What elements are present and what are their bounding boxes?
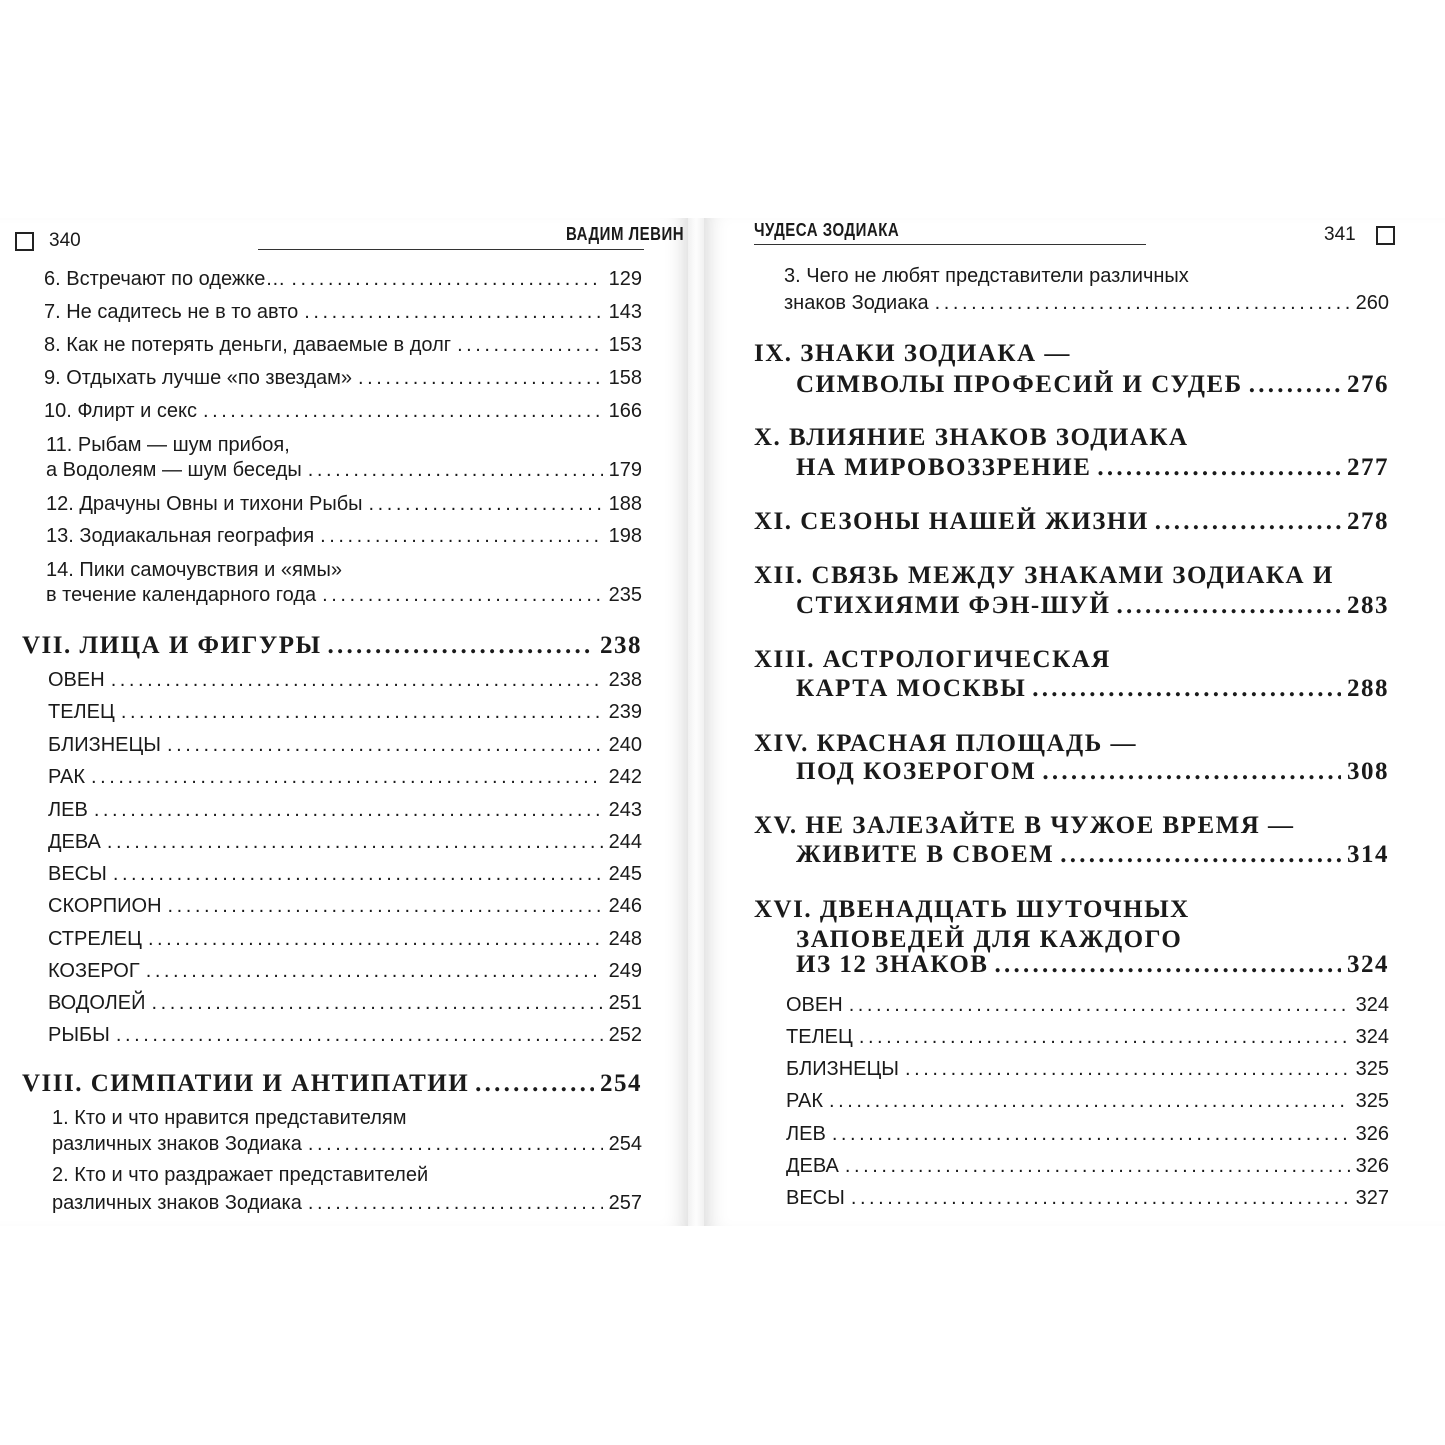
dot-leader — [113, 863, 603, 886]
toc-entry-title: ВЕСЫ — [48, 863, 107, 885]
toc-entry-page: 198 — [608, 525, 642, 547]
toc-entry-title: ОВЕН — [48, 669, 105, 691]
toc-entry-title: КОЗЕРОГ — [48, 960, 140, 982]
dot-leader — [358, 367, 603, 390]
chapter-page: 277 — [1347, 454, 1389, 481]
dot-leader — [851, 1187, 1350, 1210]
dot-leader — [148, 928, 603, 951]
toc-entry-page: 249 — [608, 960, 642, 982]
toc-entry-page: 251 — [608, 992, 642, 1014]
dot-leader — [845, 1155, 1350, 1178]
toc-entry-title: а Водолеям — шум беседы — [46, 459, 302, 481]
chapter-heading — [796, 675, 1389, 703]
dot-leader — [320, 525, 602, 548]
chapter-page: 324 — [1347, 951, 1389, 978]
dot-leader — [994, 951, 1341, 979]
toc-entry-page: 238 — [608, 669, 642, 691]
toc-entry-line: 3. Чего не любят представители различных — [784, 265, 1189, 287]
toc-entry — [48, 831, 642, 854]
dot-leader — [1155, 508, 1341, 536]
toc-entry-page: 243 — [608, 799, 642, 821]
toc-entry-page: 239 — [608, 701, 642, 723]
toc-entry — [52, 1192, 642, 1215]
toc-entry — [46, 493, 642, 516]
toc-entry-page: 129 — [608, 268, 642, 290]
toc-entry-title: СКОРПИОН — [48, 895, 162, 917]
chapter-heading — [796, 841, 1389, 869]
running-head: ЧУДЕСА ЗОДИАКА — [754, 219, 900, 241]
book-gutter — [688, 218, 704, 1226]
chapter-title: КАРТА МОСКВЫ — [796, 675, 1027, 702]
toc-entry — [786, 1187, 1389, 1210]
toc-entry — [48, 895, 642, 918]
toc-entry-title: ТЕЛЕЦ — [48, 701, 115, 723]
toc-entry-page: 153 — [608, 334, 642, 356]
toc-entry-title: различных знаков Зодиака — [52, 1192, 302, 1214]
chapter-title: ПОД КОЗЕРОГОМ — [796, 758, 1037, 785]
toc-entry — [48, 928, 642, 951]
toc-entry-page: 326 — [1355, 1155, 1389, 1177]
chapter-page: 288 — [1347, 675, 1389, 702]
toc-entry — [48, 701, 642, 724]
toc-entry — [52, 1133, 642, 1156]
toc-entry-title: 9. Отдыхать лучше «по звездам» — [44, 367, 353, 389]
dot-leader — [91, 766, 603, 789]
chapter-heading — [796, 758, 1389, 786]
dot-leader — [905, 1058, 1350, 1081]
chapter-heading-line: XIII. АСТРОЛОГИЧЕСКАЯ — [754, 646, 1111, 673]
header-rule — [258, 249, 644, 250]
dot-leader — [328, 632, 594, 660]
toc-entry — [786, 1026, 1389, 1049]
dot-leader — [146, 960, 603, 983]
chapter-title: ЖИВИТЕ В СВОЕМ — [796, 841, 1055, 868]
toc-entry — [786, 994, 1389, 1017]
chapter-heading-line: XV. НЕ ЗАЛЕЗАЙТЕ В ЧУЖОЕ ВРЕМЯ — — [754, 812, 1295, 839]
toc-entry — [48, 734, 642, 757]
dot-leader — [94, 799, 603, 822]
toc-entry-page: 257 — [608, 1192, 642, 1214]
chapter-heading-line: XIV. КРАСНАЯ ПЛОЩАДЬ — — [754, 730, 1137, 757]
toc-entry — [48, 992, 642, 1015]
dot-leader — [1060, 841, 1341, 869]
chapter-page: 276 — [1347, 371, 1389, 398]
chapter-title: СТИХИЯМИ ФЭН-ШУЙ — [796, 592, 1111, 619]
dot-leader — [829, 1090, 1350, 1113]
toc-entry — [48, 799, 642, 822]
dot-leader — [304, 301, 602, 324]
toc-entry — [46, 459, 642, 482]
toc-entry-title: РЫБЫ — [48, 1024, 110, 1046]
toc-entry-line: 1. Кто и что нравится представителям — [52, 1107, 407, 1129]
dot-leader — [1097, 454, 1341, 482]
dot-leader — [167, 734, 603, 757]
toc-entry-page: 252 — [608, 1024, 642, 1046]
toc-entry-page: 325 — [1355, 1058, 1389, 1080]
toc-entry-title: ВОДОЛЕЙ — [48, 992, 146, 1014]
chapter-heading — [22, 632, 642, 660]
chapter-page: 238 — [600, 632, 642, 659]
toc-entry-title: 13. Зодиакальная география — [46, 525, 315, 547]
toc-entry-title: в течение календарного года — [46, 584, 317, 606]
toc-entry-page: 327 — [1355, 1187, 1389, 1209]
toc-entry-page: 242 — [608, 766, 642, 788]
chapter-heading-line: XII. СВЯЗЬ МЕЖДУ ЗНАКАМИ ЗОДИАКА И — [754, 562, 1334, 589]
chapter-heading-line: X. ВЛИЯНИЕ ЗНАКОВ ЗОДИАКА — [754, 424, 1189, 451]
toc-entry-page: 325 — [1355, 1090, 1389, 1112]
toc-entry — [48, 766, 642, 789]
chapter-page: 308 — [1347, 758, 1389, 785]
chapter-heading — [796, 951, 1389, 979]
chapter-heading — [796, 371, 1389, 399]
toc-entry — [786, 1123, 1389, 1146]
toc-entry — [44, 301, 642, 324]
toc-entry — [46, 525, 642, 548]
dot-leader — [475, 1070, 594, 1098]
chapter-title: XI. СЕЗОНЫ НАШЕЙ ЖИЗНИ — [754, 508, 1149, 535]
dot-leader — [121, 701, 603, 724]
dot-leader — [291, 268, 602, 291]
dot-leader — [457, 334, 603, 357]
chapter-page: 278 — [1347, 508, 1389, 535]
toc-entry-page: 143 — [608, 301, 642, 323]
toc-entry-page: 244 — [608, 831, 642, 853]
toc-entry — [48, 863, 642, 886]
chapter-heading-line: XVI. ДВЕНАДЦАТЬ ШУТОЧНЫХ — [754, 896, 1190, 923]
toc-entry-title: ОВЕН — [786, 994, 843, 1016]
chapter-heading-line: IX. ЗНАКИ ЗОДИАКА — — [754, 340, 1071, 367]
toc-entry-title: ТЕЛЕЦ — [786, 1026, 853, 1048]
running-head: ВАДИМ ЛЕВИН — [566, 223, 685, 245]
page-marker-icon — [1376, 226, 1395, 245]
toc-entry-page: 240 — [608, 734, 642, 756]
dot-leader — [1032, 675, 1341, 703]
chapter-title: ИЗ 12 ЗНАКОВ — [796, 951, 989, 978]
toc-entry-title: РАК — [48, 766, 85, 788]
chapter-page: 283 — [1347, 592, 1389, 619]
dot-leader — [168, 895, 603, 918]
toc-entry-page: 324 — [1355, 994, 1389, 1016]
dot-leader — [308, 1133, 603, 1156]
toc-entry — [48, 960, 642, 983]
toc-entry-line: 14. Пики самочувствия и «ямы» — [46, 559, 343, 581]
dot-leader — [116, 1024, 603, 1047]
toc-entry-page: 179 — [608, 459, 642, 481]
toc-entry-page: 254 — [608, 1133, 642, 1155]
toc-entry-title: БЛИЗНЕЦЫ — [48, 734, 161, 756]
toc-entry-title: ЛЕВ — [48, 799, 88, 821]
toc-entry — [786, 1058, 1389, 1081]
toc-entry-title: 10. Флирт и секс — [44, 400, 197, 422]
dot-leader — [308, 1192, 603, 1215]
chapter-heading — [796, 592, 1389, 620]
dot-leader — [308, 459, 603, 482]
dot-leader — [1042, 758, 1341, 786]
chapter-page: 254 — [600, 1070, 642, 1097]
toc-entry-title: 8. Как не потерять деньги, даваемые в долг — [44, 334, 452, 356]
dot-leader — [369, 493, 603, 516]
dot-leader — [322, 584, 603, 607]
toc-entry — [786, 1090, 1389, 1113]
toc-entry — [44, 268, 642, 291]
toc-entry-page: 326 — [1355, 1123, 1389, 1145]
toc-entry-title: различных знаков Зодиака — [52, 1133, 302, 1155]
dot-leader — [935, 292, 1350, 315]
toc-entry-title: БЛИЗНЕЦЫ — [786, 1058, 899, 1080]
toc-entry-title: знаков Зодиака — [784, 292, 929, 314]
toc-entry — [784, 292, 1389, 315]
page-number: 340 — [49, 230, 81, 251]
toc-entry-title: ВЕСЫ — [786, 1187, 845, 1209]
page-marker-icon — [15, 232, 34, 251]
dot-leader — [203, 400, 603, 423]
toc-entry-page: 158 — [608, 367, 642, 389]
toc-entry-title: ДЕВА — [48, 831, 101, 853]
toc-entry-title: СТРЕЛЕЦ — [48, 928, 142, 950]
chapter-title: VIII. СИМПАТИИ И АНТИПАТИИ — [22, 1070, 470, 1097]
toc-entry-page: 248 — [608, 928, 642, 950]
dot-leader — [1116, 592, 1341, 620]
dot-leader — [832, 1123, 1350, 1146]
left-page — [0, 218, 688, 1226]
toc-entry-page: 324 — [1355, 1026, 1389, 1048]
toc-entry-title: 7. Не садитесь не в то авто — [44, 301, 299, 323]
toc-entry-page: 246 — [608, 895, 642, 917]
toc-entry — [46, 584, 642, 607]
toc-entry-title: 12. Драчуны Овны и тихони Рыбы — [46, 493, 363, 515]
chapter-title: VII. ЛИЦА И ФИГУРЫ — [22, 632, 322, 659]
dot-leader — [107, 831, 603, 854]
chapter-heading-line: ЗАПОВЕДЕЙ ДЛЯ КАЖДОГО — [796, 926, 1183, 953]
dot-leader — [849, 994, 1350, 1017]
dot-leader — [111, 669, 603, 692]
dot-leader — [859, 1026, 1350, 1049]
toc-entry-title: РАК — [786, 1090, 823, 1112]
dot-leader — [152, 992, 603, 1015]
chapter-page: 314 — [1347, 841, 1389, 868]
toc-entry — [48, 669, 642, 692]
toc-entry-line: 11. Рыбам — шум прибоя, — [46, 434, 290, 456]
chapter-heading — [754, 508, 1389, 536]
toc-entry — [44, 334, 642, 357]
toc-entry-page: 166 — [608, 400, 642, 422]
toc-entry-title: 6. Встречают по одежке… — [44, 268, 286, 290]
chapter-title: СИМВОЛЫ ПРОФЕСИЙ И СУДЕБ — [796, 371, 1243, 398]
toc-entry-page: 235 — [608, 584, 642, 606]
toc-entry — [44, 367, 642, 390]
toc-entry — [786, 1155, 1389, 1178]
dot-leader — [1249, 371, 1341, 399]
toc-entry-title: ДЕВА — [786, 1155, 839, 1177]
right-page — [704, 218, 1445, 1226]
toc-entry-page: 188 — [608, 493, 642, 515]
toc-entry — [48, 1024, 642, 1047]
chapter-heading — [796, 454, 1389, 482]
toc-entry-page: 245 — [608, 863, 642, 885]
toc-entry-line: 2. Кто и что раздражает представителей — [52, 1164, 429, 1186]
chapter-title: НА МИРОВОЗЗРЕНИЕ — [796, 454, 1092, 481]
page-number: 341 — [1324, 224, 1356, 245]
toc-entry — [44, 400, 642, 423]
toc-entry-page: 260 — [1355, 292, 1389, 314]
chapter-heading — [22, 1070, 642, 1098]
toc-entry-title: ЛЕВ — [786, 1123, 826, 1145]
header-rule — [754, 244, 1146, 245]
